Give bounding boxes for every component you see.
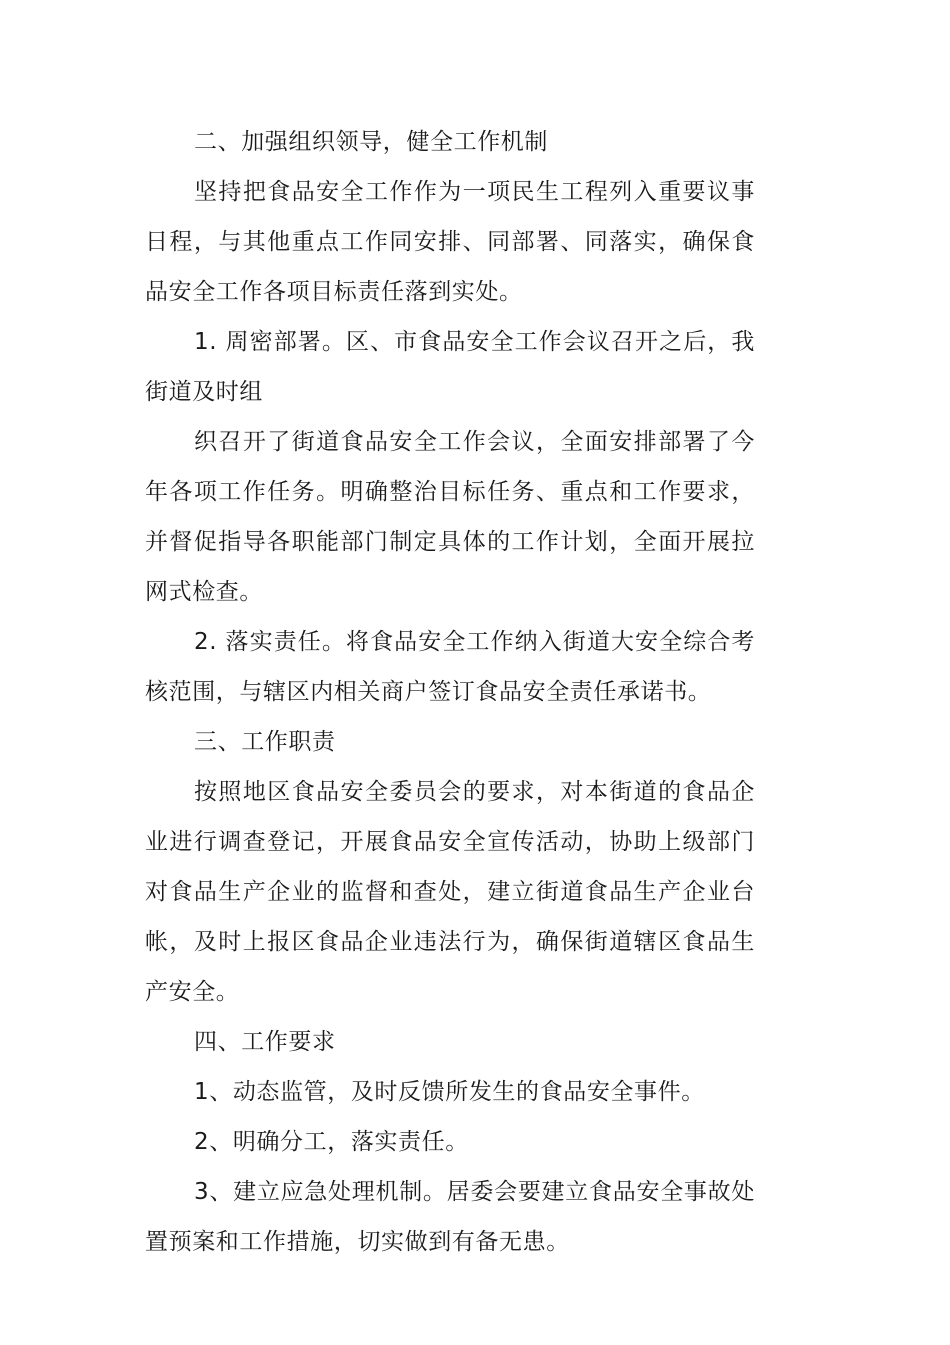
list-item-responsibility: 2. 落实责任。将食品安全工作纳入街道大安全综合考核范围，与辖区内相关商户签订食品安全责任承诺书。 — [145, 629, 755, 705]
section-heading-2: 二、加强组织领导，健全工作机制 — [194, 129, 548, 155]
list-item-deployment: 1. 周密部署。区、市食品安全工作会议召开之后，我街道及时组 — [145, 329, 755, 405]
requirement-item-3: 3、建立应急处理机制。居委会要建立食品安全事故处置预案和工作措施，切实做到有备无患。 — [145, 1179, 755, 1255]
section-heading-4: 四、工作要求 — [194, 1029, 336, 1055]
body-paragraph: 织召开了街道食品安全工作会议，全面安排部署了今年各项工作任务。明确整治目标任务、重点和工作要求，并督促指导各职能部门制定具体的工作计划，全面开展拉网式检查。 — [145, 429, 755, 605]
requirement-item-2: 2、明确分工，落实责任。 — [194, 1129, 469, 1155]
body-paragraph: 坚持把食品安全工作作为一项民生工程列入重要议事日程，与其他重点工作同安排、同部署、同落实，确保食品安全工作各项目标责任落到实处。 — [145, 179, 755, 305]
section-heading-3: 三、工作职责 — [194, 729, 336, 755]
body-paragraph: 按照地区食品安全委员会的要求，对本街道的食品企业进行调查登记，开展食品安全宣传活动，协助上级部门对食品生产企业的监督和查处，建立街道食品生产企业台帐，及时上报区食品企业违法行为，确保街道辖区食品生产安全。 — [145, 779, 755, 1005]
requirement-item-1: 1、动态监管，及时反馈所发生的食品安全事件。 — [194, 1079, 705, 1105]
document-body — [145, 117, 755, 1267]
